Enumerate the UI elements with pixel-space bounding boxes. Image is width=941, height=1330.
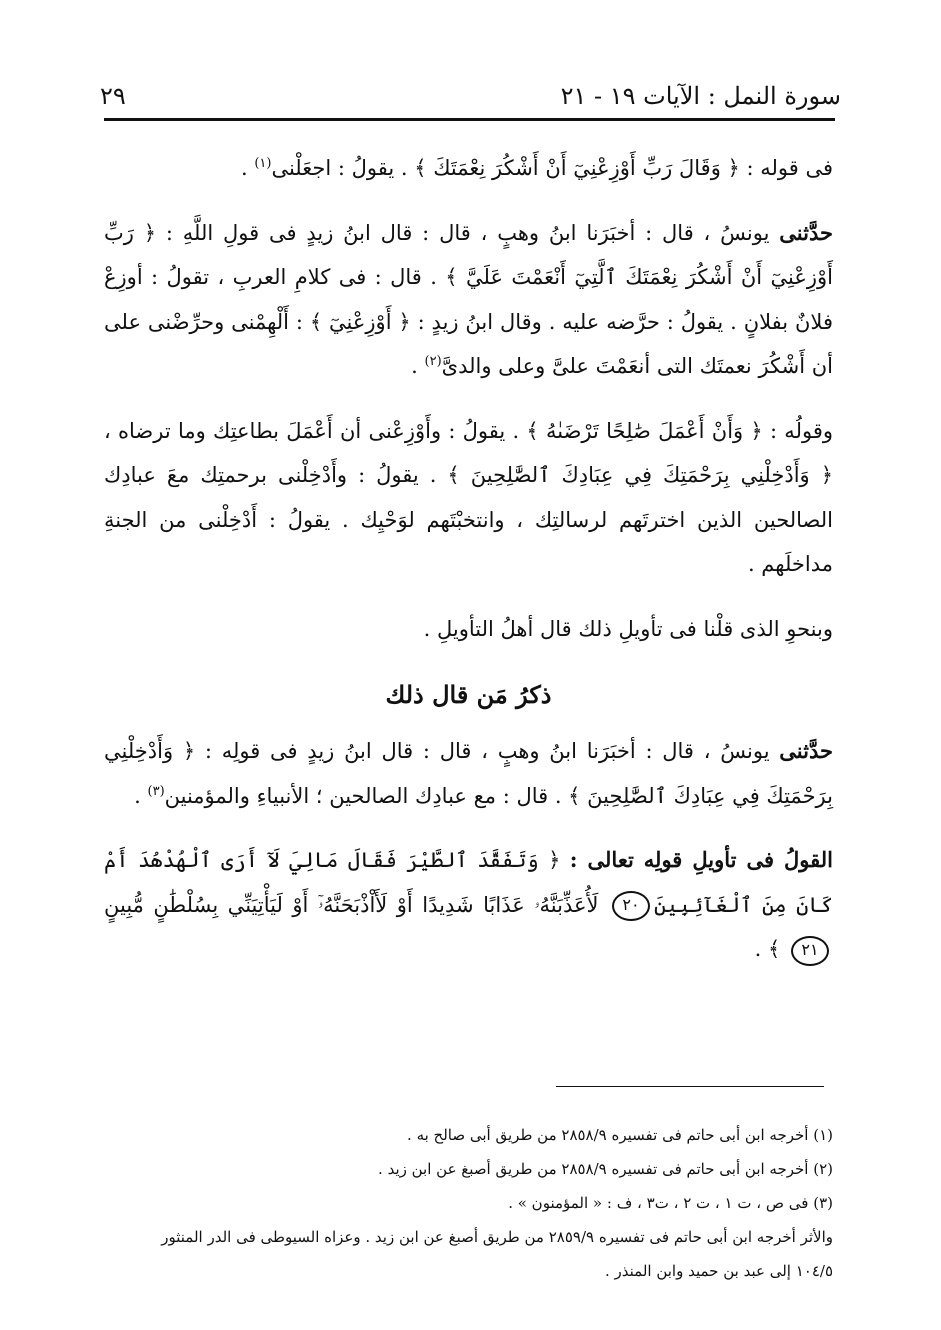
paragraph-5-lead: حدَّثنى — [779, 738, 833, 763]
paragraph-5-text: يونسُ ، قال : أخبَرَنا ابنُ وهبٍ ، قال : قال ابنُ زيدٍ فى قولِه : ﴿ وَأَدْخِلْنِي بِرَحْمَتِكَ فِي عِبَادِكَ ٱلصَّٰلِحِينَ ﴾ . قال : مع عبادِك الصالحين ؛ الأنبياءِ والمؤمنين — [104, 739, 833, 808]
running-title: سورة النمل : الآيات ١٩ - ٢١ — [560, 82, 841, 110]
paragraph-4: وبنحوِ الذى قلْنا فى تأويلِ ذلك قال أهلُ التأويلِ . — [423, 616, 833, 641]
paragraph-2-lead: حدَّثنى — [779, 219, 833, 245]
quran-verse-text: ﴿ وَتَفَقَّدَ ٱلطَّيْرَ فَقَالَ مَالِيَ لَآ أَرَى ٱلْهُدْهُدَ أَمْ كَانَ مِنَ ٱلْغَآئِبِينَ — [104, 848, 833, 917]
section-title: ذكرُ مَن قال ذلك — [385, 680, 552, 709]
paragraph-gap — [104, 818, 833, 838]
footnote-1: (١) أخرجه ابن أبى حاتم فى تفسيره ٢٨٥٨/٩ من طريق أبى صالح به . — [407, 1126, 833, 1144]
paragraph-6 — [104, 838, 833, 972]
page-number: ٢٩ — [100, 82, 126, 110]
page-header — [100, 66, 841, 110]
paragraph-5 — [104, 729, 833, 818]
footnote-3-continued: والأثر أخرجه ابن أبى حاتم فى تفسيره ٢٨٥٩/٩ من طريق أصبغ عن ابن زيد . وعزاه السيوطى فى الدر المنثور — [161, 1228, 833, 1246]
paragraph-1-text: فى قوله : ﴿ وَقَالَ رَبِّ أَوْزِعْنِيٓ أَنْ أَشْكُرَ نِعْمَتَكَ ﴾ . يقولُ : اجعَلْنى — [271, 156, 833, 180]
paragraph-2-end: . — [411, 354, 425, 378]
footnote-ref-1[interactable]: (١) — [254, 156, 272, 171]
footnote-3: (٣) فى ص ، ت ١ ، ت ٢ ، ت٣ ، ف : « المؤمنون » . — [508, 1194, 833, 1212]
ayah-number-21: ٢١ — [791, 936, 829, 966]
main-text — [104, 146, 833, 972]
paragraph-gap — [104, 389, 833, 409]
paragraph-5-end: . — [134, 783, 148, 808]
paragraph-gap — [104, 191, 833, 211]
quran-verse-text-2: لَأُعَذِّبَنَّهُۥ عَذَابًا شَدِيدًا أَوْ لَأَاْذْبَحَنَّهُۥٓ أَوْ لَيَأْتِيَنِّي بِسُلْطَٰنٍ مُّبِينٍ — [104, 892, 608, 917]
footnote-ref-2[interactable]: (٢) — [424, 354, 442, 369]
paragraph-2-text: يونسُ ، قال : أخبَرَنا ابنُ وهبٍ ، قال : قال ابنُ زيدٍ فى قولِ اللَّهِ : ﴿ رَبِّ أَوْزِعْنِيٓ أَنْ أَشْكُرَ نِعْمَتَكَ ٱلَّتِيٓ أَنْعَمْتَ عَلَيَّ ﴾ . قال : فى كلامِ العربِ ، تقولُ : أوزِعْ فلانٌ بفلانٍ . يقولُ : حرَّضه عليه . وقال ابنُ زيدٍ : ﴿ أَوْزِعْنِيٓ ﴾ : أَلْهِمْنى وحرِّضْنى على أن أَشْكُرَ نعمتَك التى أنعَمْتَ علىَّ وعلى والدىَّ — [104, 220, 833, 378]
paragraph-6-lead: القولُ فى تأويلِ قولِه تعالى : — [569, 847, 833, 872]
footnotes — [104, 1118, 833, 1288]
header-rule — [104, 118, 835, 121]
paragraph-gap — [104, 587, 833, 607]
paragraph-1 — [104, 146, 833, 191]
paragraph-6-end: ﴾ . — [754, 937, 787, 961]
footnote-2: (٢) أخرجه ابن أبى حاتم فى تفسيره ٢٨٥٨/٩ من طريق أصبغ عن ابن زيد . — [378, 1160, 833, 1178]
footnote-3-continued-2: ١٠٤/٥ إلى عبد بن حميد وابن المنذر . — [604, 1262, 833, 1280]
ayah-number-20: ٢٠ — [612, 891, 650, 921]
paragraph-2 — [104, 211, 833, 389]
paragraph-3: وقولُه : ﴿ وَأَنْ أَعْمَلَ صَٰلِحًا تَرْضَىٰهُ ﴾ . يقولُ : وأَوْزِعْنى أن أَعْمَلَ بطاعتِك وما ترضاه ، ﴿ وَأَدْخِلْنِي بِرَحْمَتِكَ فِي عِبَادِكَ ٱلصَّٰلِحِينَ ﴾ . يقولُ : وأَدْخِلْنى برحمتِك معَ عبادِك الصالحين الذين اخترتَهم لرسالتِك ، وانتخبْتَهم لوَحْيِك . يقولُ : أَدْخِلْنى من الجنةِ مداخلَهم . — [104, 418, 833, 576]
paragraph-1-end: . — [240, 156, 255, 180]
footnote-rule — [556, 1086, 824, 1087]
footnote-ref-3[interactable]: (٣) — [147, 783, 165, 799]
